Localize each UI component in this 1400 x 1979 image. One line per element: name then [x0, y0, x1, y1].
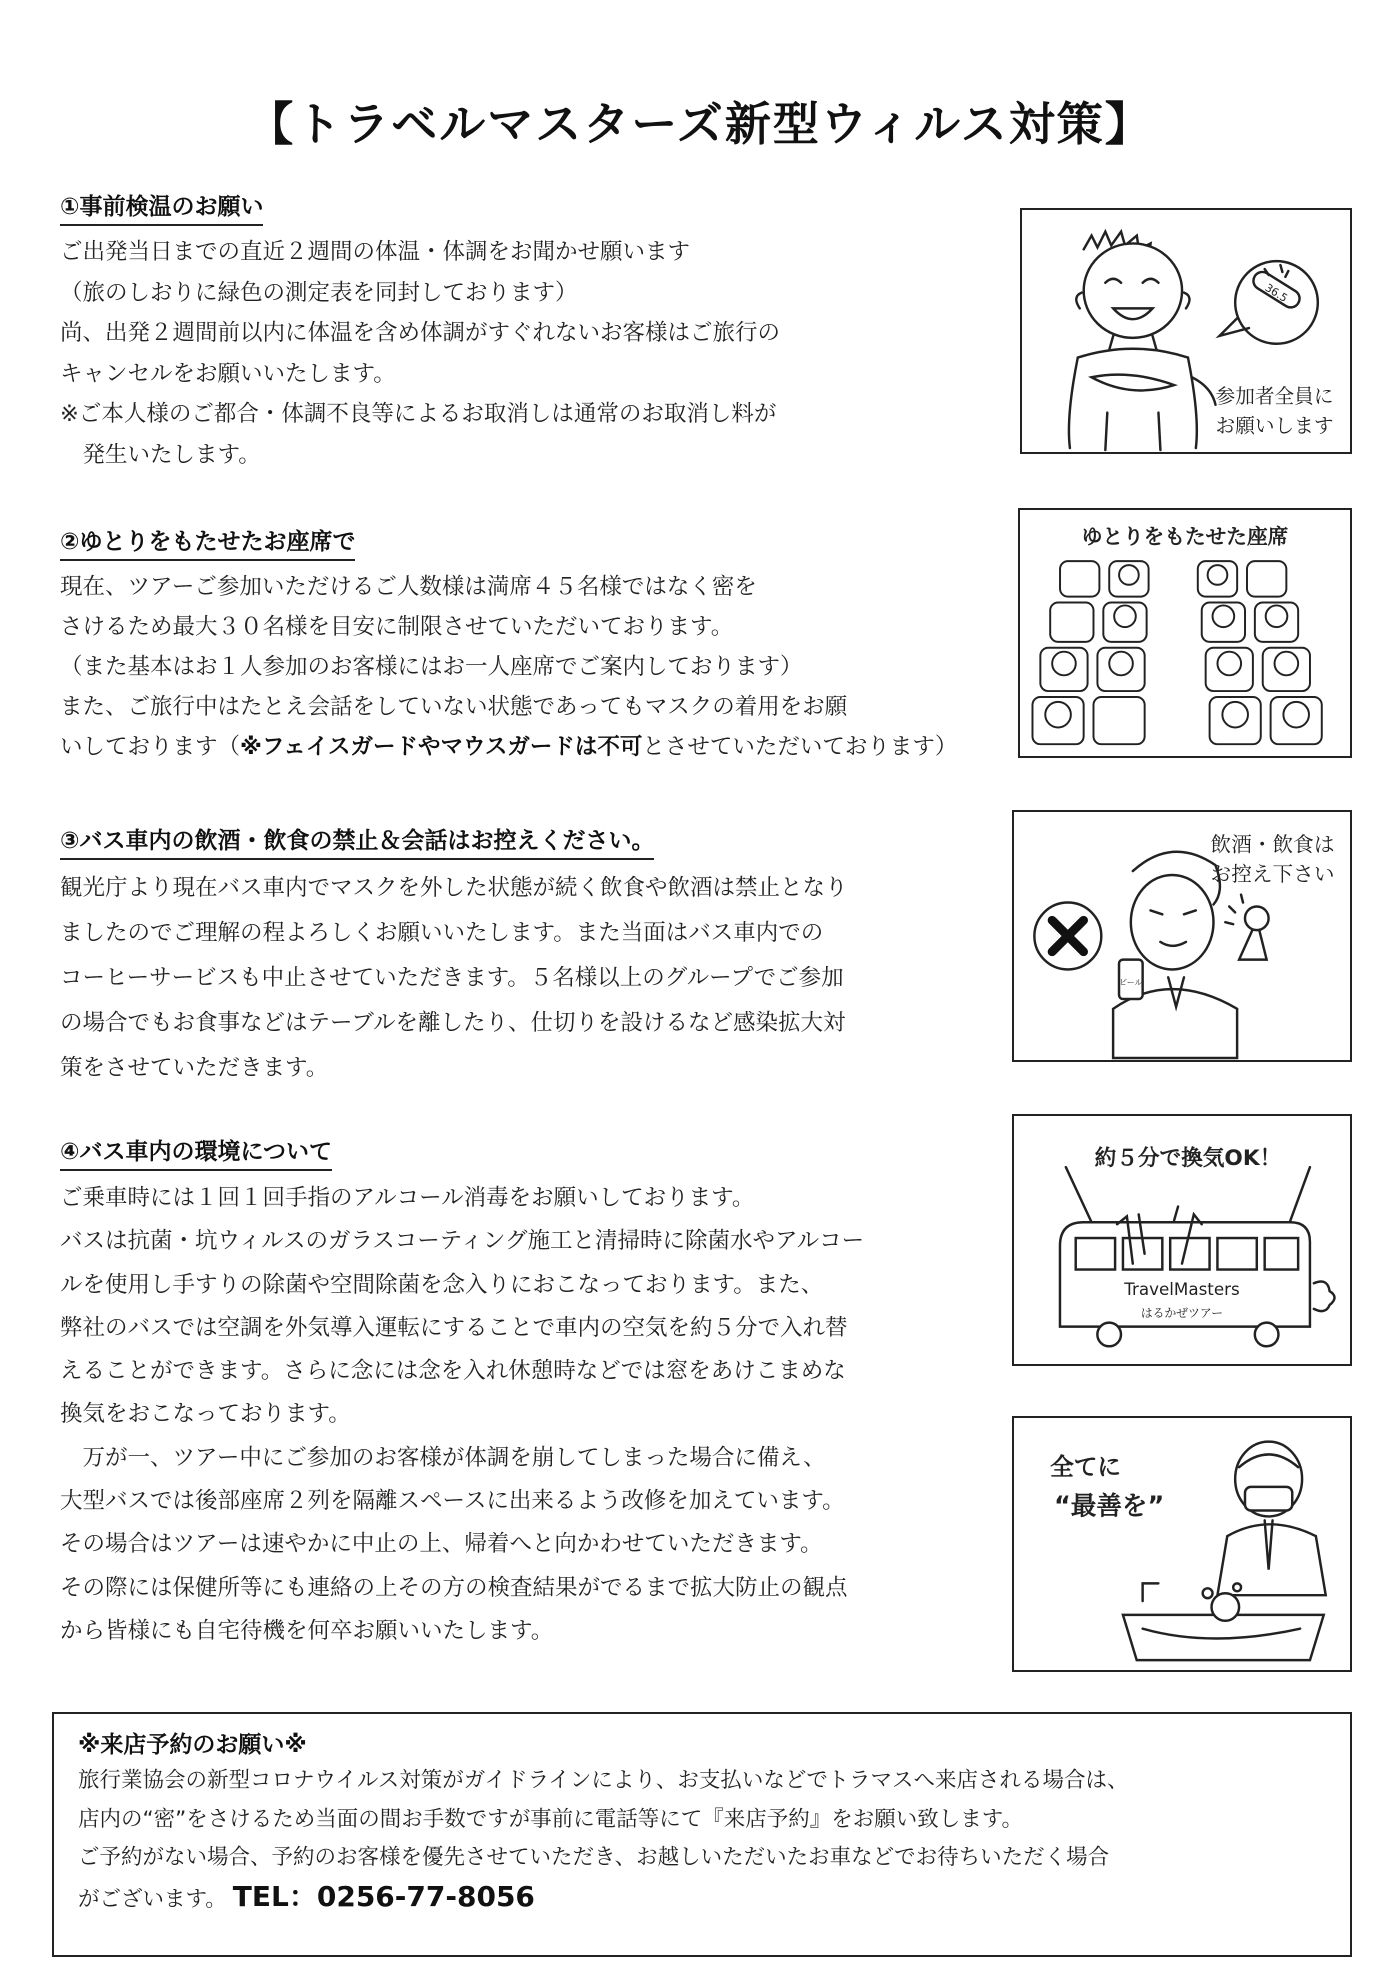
no-drinking-illustration — [1014, 812, 1350, 1060]
section-heading: ③バス車内の飲酒・飲食の禁止＆会話はお控えください。 — [60, 822, 654, 860]
bus-name: TravelMasters — [1124, 1279, 1240, 1300]
bus-seats-illustration — [1020, 510, 1350, 756]
body-line: （また基本はお１人参加のお客様にはお一人座席でご案内しております） — [60, 654, 803, 680]
illustration-best-effort — [1012, 1416, 1352, 1672]
illustration-caption: 飲酒・飲食は — [1210, 832, 1335, 857]
body-line: その場合はツアーは速やかに中止の上、帰着へと向かわせていただきます。 — [60, 1531, 823, 1558]
body-line-mask-note — [60, 727, 980, 767]
illustration-caption: 参加者全員に — [1215, 384, 1334, 408]
notice-line: ご予約がない場合、予約のお客様を優先させていただき、お越しいただいたお車などでお待ちいただく場合 — [78, 1845, 1110, 1870]
line-prefix: いしております（ — [60, 734, 241, 760]
section-heading: ②ゆとりをもたせたお座席で — [60, 523, 355, 561]
illustration-caption: 全てに — [1050, 1453, 1121, 1482]
body-line: 尚、出発２週間前以内に体温を含め体調がすぐれないお客様はご旅行の — [60, 320, 781, 346]
body-line: その際には保健所等にも連絡の上その方の検査結果がでるまで拡大防止の観点 — [60, 1574, 848, 1601]
illustration-ventilation — [1012, 1114, 1352, 1366]
body-line: さけるため最大３０名様を目安に制限させていただいております。 — [60, 614, 734, 640]
body-line: ましたのでご理解の程よろしくお願いいたします。また当面はバス車内での — [60, 920, 824, 946]
body-line: キャンセルをお願いいたします。 — [60, 360, 396, 387]
body-line: ※ご本人様のご都合・体調不良等によるお取消しは通常のお取消し料が — [60, 401, 777, 427]
body-line: ご出発当日までの直近２週間の体温・体調をお聞かせ願います — [60, 239, 691, 265]
section-bus-environment — [60, 1133, 980, 1653]
notice-line: 店内の“密”をさけるため当面の間お手数ですが事前に電話等にて『来店予約』をお願い致します。 — [78, 1806, 1024, 1832]
illustration-no-drinking — [1012, 810, 1352, 1062]
phone-number[interactable]: TEL：0256-77-8056 — [232, 1879, 535, 1913]
hand-washing-illustration — [1014, 1418, 1350, 1670]
notice-line: 旅行業協会の新型コロナウイルス対策がガイドラインにより、お支払いなどでトラマスへ来店される場合は、 — [78, 1768, 1129, 1793]
illustration-caption: お願いします — [1215, 414, 1334, 438]
illustration-seating — [1018, 508, 1352, 758]
illustration-caption: 約５分で換気OK！ — [1094, 1146, 1282, 1172]
section-spacious-seating — [60, 523, 980, 767]
section-heading: ①事前検温のお願い — [60, 188, 263, 226]
section-heading: ④バス車内の環境について — [60, 1133, 332, 1171]
notice-line-last — [78, 1878, 1326, 1920]
face-shield-warning: ※フェイスガードやマウスガードは不可 — [240, 734, 643, 760]
body-line: （旅のしおりに緑色の測定表を同封しております） — [60, 279, 578, 306]
body-line: 換気をおこなっております。 — [60, 1401, 351, 1428]
body-line: 現在、ツアーご参加いただけるご人数様は満席４５名様ではなく密を — [60, 574, 757, 600]
section-pre-temperature-check — [60, 188, 980, 475]
section-no-eating-drinking — [60, 822, 980, 1091]
notice-line-text: がございます。 — [78, 1886, 227, 1912]
body-line: えることができます。さらに念には念を入れ休憩時などでは窓をあけこまめな — [60, 1358, 846, 1385]
body-line: ご乗車時には１回１回手指のアルコール消毒をお願いしております。 — [60, 1185, 755, 1211]
illustration-caption: “最善を” — [1053, 1491, 1165, 1522]
store-visit-notice — [52, 1712, 1352, 1957]
body-line: 策をさせていただきます。 — [60, 1055, 329, 1081]
body-line: また、ご旅行中はたとえ会話をしていない状態であってもマスクの着用をお願 — [60, 694, 848, 720]
illustration-caption: ゆとりをもたせた座席 — [1081, 524, 1289, 549]
thermometer-illustration — [1022, 210, 1350, 452]
illustration-temperature-check — [1020, 208, 1352, 454]
thermometer-reading: 36.5 — [1262, 281, 1290, 305]
bus-subtitle: はるかぜツアー — [1140, 1305, 1224, 1320]
beer-can-label: ビール — [1119, 978, 1143, 988]
body-line: ルを使用し手すりの除菌や空間除菌を念入りにおこなっております。また、 — [60, 1271, 824, 1298]
body-line: コーヒーサービスも中止させていただきます。５名様以上のグループでご参加 — [60, 965, 844, 991]
body-line: バスは抗菌・坑ウィルスのガラスコーティング施工と清掃時に除菌水やアルコー — [60, 1228, 865, 1255]
body-line: 弊社のバスでは空調を外気導入運転にすることで車内の空気を約５分で入れ替 — [60, 1314, 848, 1341]
body-line: 大型バスでは後部座席２列を隔離スペースに出来るよう改修を加えています。 — [60, 1488, 845, 1515]
page-title: 【トラベルマスターズ新型ウィルス対策】 — [247, 97, 1153, 151]
body-line: 発生いたします。 — [60, 441, 261, 468]
body-line: の場合でもお食事などはテーブルを離したり、仕切りを設けるなど感染拡大対 — [60, 1010, 846, 1036]
notice-title: ※来店予約のお願い※ — [78, 1732, 307, 1758]
body-line: 観光庁より現在バス車内でマスクを外した状態が続く飲食や飲酒は禁止となり — [60, 875, 848, 901]
bus-ventilation-illustration — [1014, 1116, 1350, 1364]
body-line: から皆様にも自宅待機を何卒お願いいたします。 — [60, 1617, 554, 1644]
body-line: 万が一、ツアー中にご参加のお客様が体調を崩してしまった場合に備え、 — [60, 1444, 826, 1471]
line-suffix: とさせていただいております） — [642, 734, 958, 760]
illustration-caption: お控え下さい — [1210, 861, 1335, 886]
